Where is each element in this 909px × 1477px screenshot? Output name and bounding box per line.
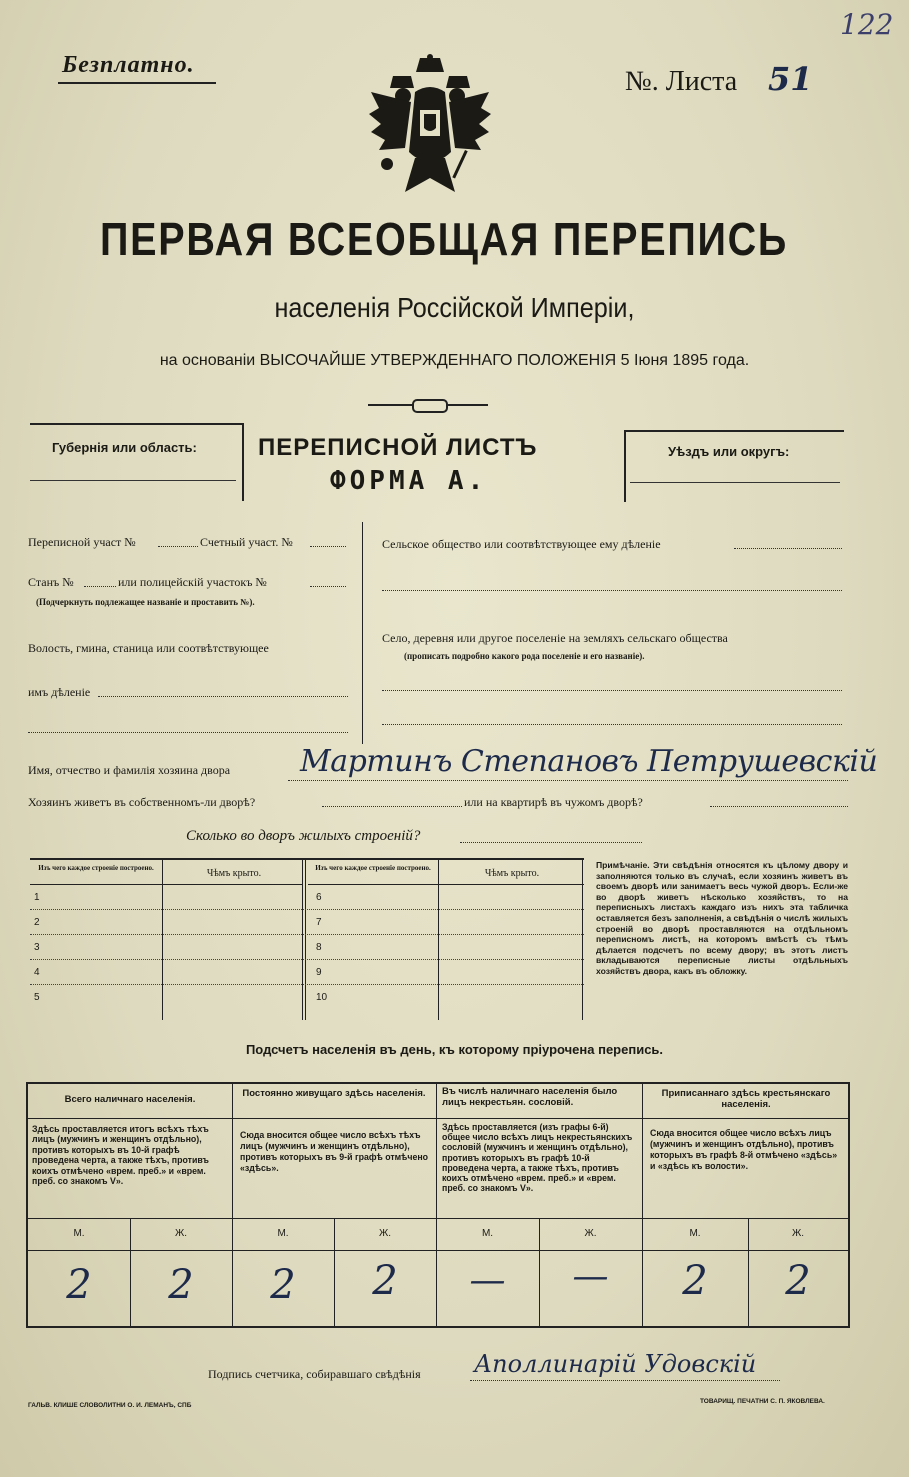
col-roof-left: Чѣмъ крыто. xyxy=(206,868,262,879)
form-type: ФОРМА А. xyxy=(330,466,488,496)
row-num-1: 1 xyxy=(34,892,40,903)
row-num-6: 6 xyxy=(316,892,322,903)
uezd-box xyxy=(624,430,844,502)
count-section-label: Счетный участ. № xyxy=(200,535,293,549)
group-total-desc: Здѣсь проставляется итогъ всѣхъ тѣхъ лицъ (мужчинъ и женщинъ отдѣльно), противъ которыхъ въ 10-й графѣ проведена черта, а также тѣхъ, противъ коихъ отмѣчено «врем. преб.» и «врем. преб. со знакомъ V». xyxy=(32,1124,209,1187)
group-permanent-title: Постоянно живущаго здѣсь населенія. xyxy=(242,1088,426,1099)
title-sub: населенія Россійской Имперіи, xyxy=(274,292,635,323)
m-label-1: М. xyxy=(73,1228,85,1239)
row-num-8: 8 xyxy=(316,942,322,953)
sheet-number-label: №. Листа xyxy=(625,66,738,97)
row-num-5: 5 xyxy=(34,992,40,1003)
f-label-1: Ж. xyxy=(174,1228,187,1239)
m-label-4: М. xyxy=(689,1228,701,1239)
signature-value: Аполлинарій Удовскій xyxy=(474,1350,757,1378)
row-num-7: 7 xyxy=(316,917,322,928)
value-permanent-m: 2 xyxy=(270,1262,296,1308)
value-nonpeasant-f: — xyxy=(572,1256,609,1297)
census-section-label: Переписной участ № xyxy=(28,535,136,549)
f-label-3: Ж. xyxy=(584,1228,597,1239)
row-num-3: 3 xyxy=(34,942,40,953)
group-permanent-desc: Сюда вносится общее число всѣхъ тѣхъ лицъ (мужчинъ и женщинъ отдѣльно), противъ которыхъ въ 9-й графѣ отмѣчено «здѣсь». xyxy=(240,1130,429,1173)
title-main: ПЕРВАЯ ВСЕОБЩАЯ ПЕРЕПИСЬ xyxy=(100,213,789,265)
sheet-number-value: 51 xyxy=(768,60,813,98)
buildings-label: Сколько во дворъ жилыхъ строеній? xyxy=(186,828,421,844)
footer-left: ГАЛЬВ. КЛИШЕ СЛОВОЛИТНИ О. И. ЛЕМАНЪ, СПБ xyxy=(28,1402,192,1409)
value-nonpeasant-m: — xyxy=(469,1260,506,1301)
gubernia-label: Губернія или область: xyxy=(52,440,197,455)
value-total-m: 2 xyxy=(66,1262,92,1308)
m-label-3: М. xyxy=(481,1228,494,1239)
village-label: Село, деревня или другое поселеніе на земляхъ сельскаго общества xyxy=(382,631,728,645)
free-label: Безплатно. xyxy=(62,52,195,78)
village-note: (прописать подробно какого рода поселеніе и его названіе). xyxy=(404,651,645,661)
group-nonpeasant-desc: Здѣсь проставляется (изъ графы 6-й) общее число всѣхъ лицъ некрестьянскихъ сословій (мужчинъ и женщинъ отдѣльно), противъ которыхъ въ графѣ 10-й проведена черта, а также тѣхъ, противъ коихъ отмѣчено «врем. преб.» и «врем. преб. со знакомъ V». xyxy=(442,1122,633,1194)
uezd-label: Уѣздъ или округъ: xyxy=(668,444,790,459)
group-total-title: Всего наличнаго населенія. xyxy=(64,1094,196,1105)
col-what-right: Изъ чего каждое строеніе построено. xyxy=(315,864,431,872)
group-peasant-desc: Сюда вносится общее число всѣхъ лицъ (мужчинъ и женщинъ отдѣльно), противъ которыхъ въ графѣ 8-й отмѣчено «здѣсь» и «здѣсь къ волости». xyxy=(650,1128,838,1171)
owner-label: Имя, отчество и фамилія хозяина двора xyxy=(28,763,231,777)
police-label: или полицейскій участокъ № xyxy=(118,575,267,589)
value-peasant-f: 2 xyxy=(785,1258,811,1304)
ornament-divider xyxy=(368,398,488,412)
title-basis: на основаніи ВЫСОЧАЙШЕ УТВЕРЖДЕННАГО ПОЛОЖЕНІЯ 5 Іюня 1895 года. xyxy=(159,352,750,369)
volost-label-2: имъ дѣленіе xyxy=(28,685,91,699)
signature-label: Подпись счетчика, собиравшаго свѣдѣнія xyxy=(208,1367,421,1381)
m-label-2: М. xyxy=(277,1228,289,1239)
underline-note: (Подчеркнуть подлежащее названіе и проставить №). xyxy=(36,597,255,607)
row-num-9: 9 xyxy=(316,967,322,978)
group-nonpeasant-title: Въ числѣ наличнаго населенія было лицъ некрестьян. сословій. xyxy=(442,1086,618,1108)
gubernia-box xyxy=(30,423,244,501)
lives-other-label: или на квартирѣ въ чужомъ дворѣ? xyxy=(464,795,643,809)
imperial-eagle-emblem xyxy=(365,52,495,202)
value-peasant-m: 2 xyxy=(682,1258,708,1304)
note-text: Примѣчаніе. Эти свѣдѣнія относятся къ цѣлому двору и заполняются только въ случаѣ, если хозяинъ живетъ въ своемъ дворѣ или занимаетъ весь чужой дворъ. Если-же во дворѣ живетъ нѣсколько хозяйствъ, то на переписныхъ листахъ каждаго изъ нихъ эта табличка оставляется безъ заполненія, а свѣдѣнія о числѣ жилыхъ строеній во дворѣ проставляются на отдѣльномъ переписномъ листѣ, на которомъ вмѣстѣ съ тѣмъ дѣлается подсчетъ по всему двору; въ этотъ листъ вкладываются переписные листы отдѣльныхъ хозяйствъ двора, какъ въ обложку. xyxy=(596,860,848,976)
row-num-10: 10 xyxy=(316,992,328,1003)
f-label-2: Ж. xyxy=(378,1228,391,1239)
volost-label-1: Волость, гмина, станица или соотвѣтствующее xyxy=(28,641,269,655)
buildings-table xyxy=(30,858,584,1020)
row-num-4: 4 xyxy=(34,967,40,978)
footer-right: ТОВАРИЩ. ПЕЧАТНИ С. П. ЯКОВЛЕВА. xyxy=(700,1398,825,1405)
stan-label: Станъ № xyxy=(28,575,74,589)
owner-name: Мартинъ Степановъ Петрушевскій xyxy=(300,744,878,779)
group-peasant-title: Приписаннаго здѣсь крестьянскаго населенія. xyxy=(661,1088,831,1110)
value-permanent-f: 2 xyxy=(372,1258,398,1304)
corner-page-number: 122 xyxy=(840,8,894,41)
col-roof-right: Чѣмъ крыто. xyxy=(484,868,540,879)
count-heading: Подсчетъ населенія въ день, къ которому пріурочена перепись. xyxy=(245,1042,664,1057)
col-what-left: Изъ чего каждое строеніе построено. xyxy=(38,864,154,872)
f-label-4: Ж. xyxy=(791,1228,804,1239)
value-total-f: 2 xyxy=(168,1262,194,1308)
count-table xyxy=(26,1082,850,1328)
lives-own-label: Хозяинъ живетъ въ собственномъ-ли дворѣ? xyxy=(28,795,256,809)
row-num-2: 2 xyxy=(34,917,40,928)
form-title: ПЕРЕПИСНОЙ ЛИСТЪ xyxy=(258,434,538,461)
society-label: Сельское общество или соотвѣтствующее ему дѣленіе xyxy=(382,537,661,551)
